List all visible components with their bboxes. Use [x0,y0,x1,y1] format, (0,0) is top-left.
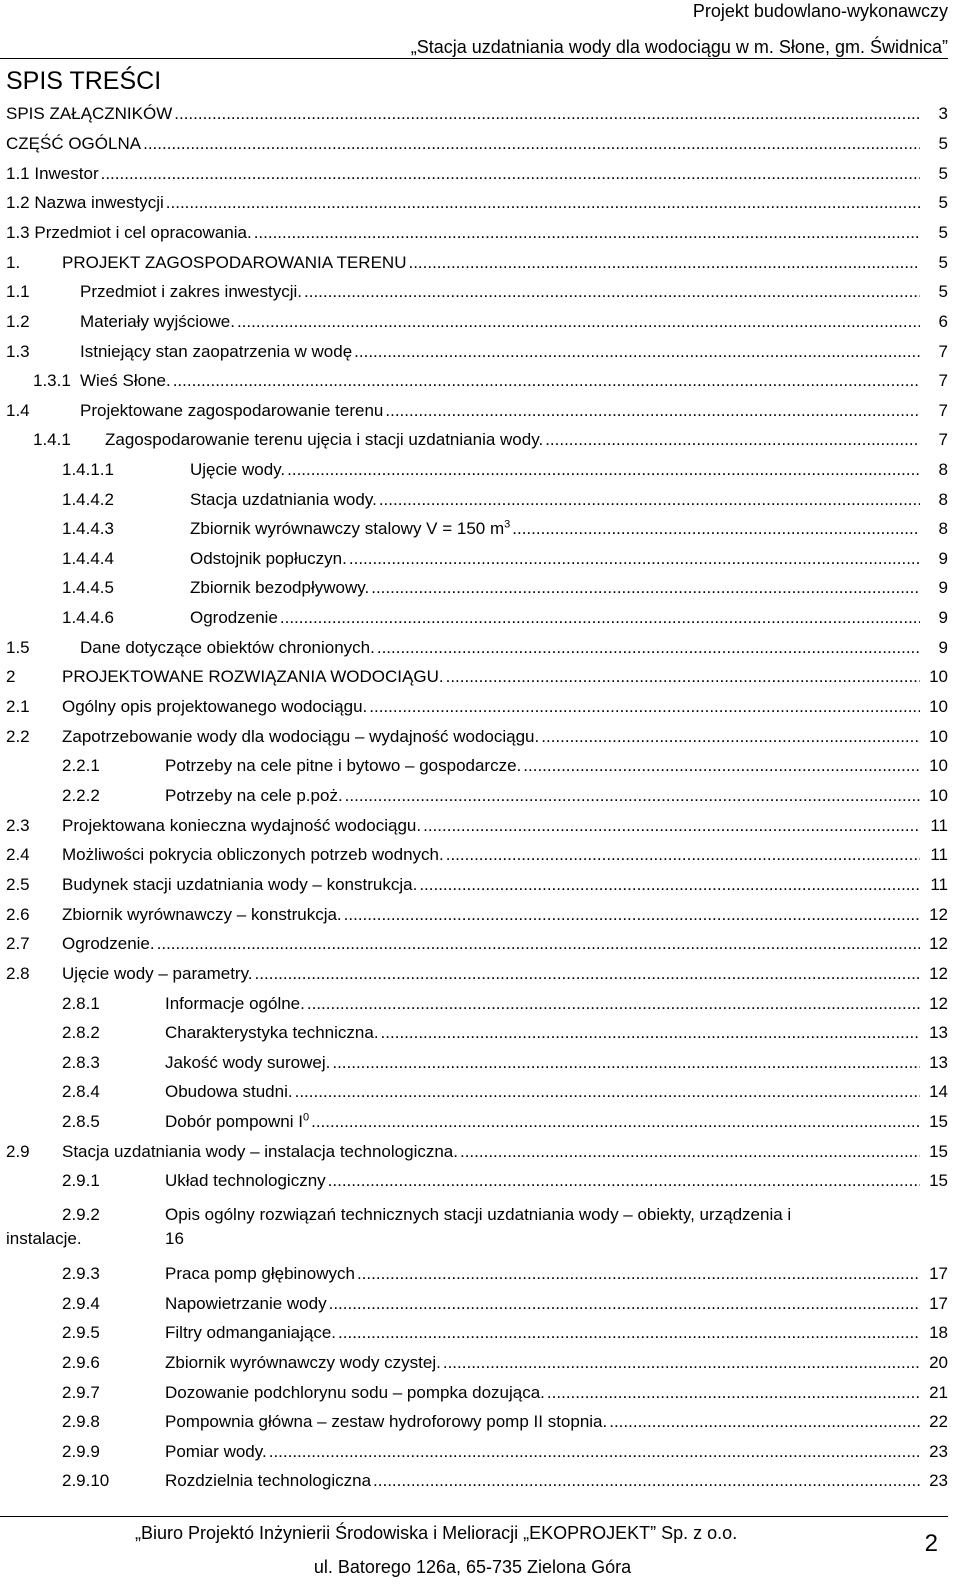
toc-entry-page: 5 [938,132,948,156]
toc-entry-wrapped[interactable] [0,1203,960,1255]
header-line-2: „Stacja uzdatniania wody dla wodociągu w m. Słone, gm. Świdnica” [410,37,948,57]
toc-leader-dots [379,488,920,512]
toc-entry-page: 12 [928,903,948,927]
toc-entry-page: 5 [938,251,948,275]
toc-leader-dots [460,1140,920,1164]
toc-entry-page: 7 [938,369,948,393]
toc-entry-text: Praca pomp głębinowych [165,1264,355,1283]
toc-leader-dots [304,280,920,304]
toc-entry-number: 2.8.4 [62,1082,100,1101]
toc-entry-page: 8 [938,517,948,541]
toc-entry-text-continued: instalacje. [6,1229,82,1248]
toc-entry-page: 11 [929,873,948,897]
footer-company: „Biuro Projektó Inżynierii Środowiska i Melioracji „EKOPROJEKT” Sp. z o.o. [135,1523,738,1543]
toc-entry[interactable] [0,695,960,719]
toc-entry-text: Charakterystyka techniczna. [165,1023,379,1042]
toc-entry-page: 10 [928,665,948,689]
toc-entry[interactable] [0,1292,960,1316]
toc-entry-text: Przedmiot i zakres inwestycji. [80,282,303,301]
toc-entry-number: 1.4.4.5 [62,578,114,597]
toc-entry-page: 10 [928,695,948,719]
toc-entry-text: Zbiornik wyrównawczy wody czystej. [165,1353,441,1372]
toc-leader-dots [446,843,920,867]
toc-entry-number: 2.8.5 [62,1112,100,1131]
toc-entry-page: 10 [928,754,948,778]
toc-entry-text: PROJEKT ZAGOSPODAROWANIA TERENU [62,253,407,272]
toc-entry[interactable] [0,280,960,304]
toc-entry-text: Pompownia główna – zestaw hydroforowy pomp II stopnia. [165,1412,608,1431]
toc-entry-text: Potrzeby na cele pitne i bytowo – gospodarcze. [165,756,522,775]
toc-leader-dots [443,1351,920,1375]
toc-leader-dots [512,517,920,541]
toc-entry[interactable] [0,221,960,245]
toc-entry-number: 1. [6,253,21,272]
toc-entry-number: 2.7 [6,934,30,953]
toc-entry-page: 23 [928,1469,948,1493]
toc-entry-page: 15 [928,1169,948,1193]
toc-entry[interactable] [0,992,960,1016]
toc-entry-number: 2.8 [6,964,30,983]
toc-leader-dots [173,369,920,393]
toc-entry-text: Pomiar wody. [165,1442,267,1461]
toc-entry-number: 2.9.9 [62,1442,100,1461]
toc-entry[interactable] [0,1140,960,1164]
toc-entry[interactable] [0,399,960,423]
toc-entry[interactable] [0,843,960,867]
toc-leader-dots [609,1410,920,1434]
toc-entry-text: PROJEKTOWANE ROZWIĄZANIA WODOCIĄGU. [62,667,444,686]
toc-leader-dots [174,102,920,126]
toc-entry[interactable] [0,1110,960,1134]
toc-entry-text: Stacja uzdatniania wody. [190,490,377,509]
toc-entry-page: 12 [928,992,948,1016]
toc-entry-superscript: 3 [504,518,511,531]
toc-leader-dots [377,636,920,660]
toc-entry[interactable] [0,428,960,452]
footer-rule [0,1516,948,1517]
toc-entry-page: 17 [928,1292,948,1316]
toc-entry-number: 2.8.1 [62,994,100,1013]
toc-leader-dots [369,695,920,719]
toc-entry-page: 18 [928,1321,948,1345]
toc-leader-dots [338,1321,920,1345]
toc-entry-page: 5 [938,162,948,186]
toc-entry-page: 16 [165,1229,184,1248]
toc-entry-text: Dane dotyczące obiektów chronionych. [80,638,375,657]
toc-entry-number: 2.2 [6,727,30,746]
toc-entry-number: 1.2 [6,312,30,331]
toc-entry[interactable] [0,102,960,126]
toc-entry[interactable] [0,903,960,927]
toc-leader-dots [381,1021,920,1045]
toc-entry-text: Ogrodzenie. [62,934,155,953]
toc-entry-number: 1.4.4.4 [62,549,114,568]
toc-entry-text: Ogólny opis projektowanego wodociągu. [62,697,368,716]
toc-entry-text: Dobór pompowni $I^0$ [165,1111,310,1131]
toc-entry-text: Zapotrzebowanie wody dla wodociągu – wydajność wodociągu. [62,727,540,746]
toc-leader-dots [255,962,920,986]
toc-entry-page: 13 [928,1021,948,1045]
toc-entry[interactable] [0,1410,960,1434]
toc-entry-number: 2.9.1 [62,1171,100,1190]
toc-leader-dots [349,547,920,571]
toc-entry-page: 12 [928,932,948,956]
toc-entry-page: 7 [938,399,948,423]
toc-leader-dots [307,992,920,1016]
toc-entry[interactable] [0,814,960,838]
toc-entry-page: 8 [938,458,948,482]
toc-leader-dots [166,191,920,215]
toc-entry-number: 2.9.7 [62,1383,100,1402]
toc-entry[interactable] [0,1440,960,1464]
toc-leader-dots [345,784,920,808]
toc-entry-text: 1.1 Inwestor [6,164,99,183]
toc-entry[interactable] [0,1321,960,1345]
toc-entry-page: 7 [938,428,948,452]
toc-entry-page: 5 [938,221,948,245]
toc-leader-dots [157,932,920,956]
toc-entry-number: 2.9.10 [62,1471,110,1490]
toc-entry-text: Istniejący stan zaopatrzenia w wodę [80,342,353,361]
toc-entry-text: Napowietrzanie wody [165,1294,327,1313]
toc-entry-page: 6 [938,310,948,334]
toc-entry[interactable] [0,132,960,156]
toc-leader-dots [269,1440,920,1464]
toc-entry-page: 15 [928,1140,948,1164]
toc-entry-page: 9 [938,636,948,660]
toc-entry-number: 2.2.1 [62,756,100,775]
toc-entry-text: Wieś Słone. [80,371,171,390]
toc-entry-page: 22 [928,1410,948,1434]
toc-entry-number: 2.1 [6,697,30,716]
toc-entry-page: 5 [938,191,948,215]
toc-leader-dots [385,399,920,423]
page-number: 2 [924,1530,938,1557]
toc-leader-dots [354,340,920,364]
toc-entry-page: 3 [938,102,948,126]
toc-leader-dots [295,1080,920,1104]
toc-entry[interactable] [0,1351,960,1375]
toc-entry[interactable] [0,517,960,541]
toc-leader-dots [373,1469,920,1493]
toc-leader-dots [287,458,920,482]
toc-entry-page: 7 [938,340,948,364]
toc-entry-page: 11 [929,814,948,838]
toc-entry-superscript: 0 [302,1111,310,1124]
toc-entry-number: 2.2.2 [62,786,100,805]
toc-entry[interactable] [0,784,960,808]
header-line-1: Projekt budowlano-wykonawczy [692,1,948,21]
toc-entry[interactable] [0,962,960,986]
toc-entry[interactable] [0,488,960,512]
toc-entry-text: Ogrodzenie [190,608,278,627]
toc-entry-text: Ujęcie wody. [190,460,286,479]
toc-entry-text: Ujęcie wody – parametry. [62,964,253,983]
toc-leader-dots [329,1292,920,1316]
toc-entry-text: Budynek stacji uzdatniania wody – konstrukcja. [62,875,418,894]
toc-entry[interactable] [0,191,960,215]
toc-entry-page: 23 [928,1440,948,1464]
toc-entry-page: 10 [928,725,948,749]
toc-entry-page: 20 [928,1351,948,1375]
toc-entry-number: 2.8.2 [62,1023,100,1042]
toc-entry[interactable] [0,873,960,897]
toc-entry-text: Dozowanie podchlorynu sodu – pompka dozująca. [165,1383,545,1402]
toc-entry-number: 2 [6,667,16,686]
toc-entry[interactable] [0,1051,960,1075]
toc-leader-dots [237,310,920,334]
toc-entry-text: Projektowane zagospodarowanie terenu [80,401,384,420]
toc-entry-text: SPIS ZAŁĄCZNIKÓW [6,104,173,123]
toc-entry-text: 1.2 Nazwa inwestycji [6,193,164,212]
toc-entry-number: 2.8.3 [62,1053,100,1072]
toc-leader-dots [311,1110,920,1134]
toc-entry[interactable] [0,636,960,660]
toc-leader-dots [408,251,920,275]
toc-entry[interactable] [0,251,960,275]
toc-entry[interactable] [0,576,960,600]
toc-entry[interactable] [0,340,960,364]
toc-entry[interactable] [0,458,960,482]
toc-entry-text: Zbiornik bezodpływowy. [190,578,370,597]
toc-leader-dots [423,814,920,838]
toc-entry-page: 21 [928,1381,948,1405]
toc-entry-number: 2.9.3 [62,1264,100,1283]
toc-entry-text: Potrzeby na cele p.poż. [165,786,343,805]
toc-entry-number: 1.3 [6,342,30,361]
toc-entry[interactable] [0,369,960,393]
toc-entry-page: 10 [928,784,948,808]
toc-entry[interactable] [0,310,960,334]
toc-entry-number: 2.4 [6,845,30,864]
toc-entry-page: 17 [928,1262,948,1286]
toc-leader-dots [541,725,920,749]
toc-entry[interactable] [0,1262,960,1286]
toc-entry-page: 15 [928,1110,948,1134]
toc-entry-number: 2.9.4 [62,1294,100,1313]
toc-entry-number: 2.9 [6,1142,30,1161]
toc-entry-number: 1.3.1 [33,371,71,390]
toc-entry-text: Filtry odmanganiające. [165,1323,337,1342]
toc-entry[interactable] [0,606,960,630]
toc-entry-number: 1.5 [6,638,30,657]
toc-entry-number: 1.4.4.6 [62,608,114,627]
toc-entry-text: Zbiornik wyrównawczy – konstrukcja. [62,905,342,924]
toc-entry-number: 2.9.5 [62,1323,100,1342]
toc-entry-number: 1.1 [6,282,30,301]
toc-leader-dots [280,606,920,630]
toc-leader-dots [523,754,920,778]
toc-entry-number: 1.4.4.2 [62,490,114,509]
toc-entry-page: 5 [938,280,948,304]
header-rule [0,58,948,59]
toc-entry-text: Układ technologiczny [165,1171,326,1190]
footer-address: ul. Batorego 126a, 65-735 Zielona Góra [313,1557,632,1577]
toc-leader-dots [446,665,920,689]
toc-entry-number: 2.9.2 [62,1205,100,1224]
toc-entry-page: 12 [928,962,948,986]
toc-leader-dots [344,903,920,927]
toc-entry[interactable] [0,1169,960,1193]
toc-entry-text: Zagospodarowanie terenu ujęcia i stacji uzdatniania wody. [105,430,544,449]
toc-entry[interactable] [0,1080,960,1104]
toc-leader-dots [547,1381,920,1405]
toc-entry[interactable] [0,547,960,571]
toc-entry-text: Możliwości pokrycia obliczonych potrzeb wodnych. [62,845,444,864]
toc-entry-number: 2.5 [6,875,30,894]
toc-leader-dots [101,162,920,186]
toc-entry-text: Jakość wody surowej. [165,1053,331,1072]
toc-entry-number: 2.9.8 [62,1412,100,1431]
toc-leader-dots [371,576,920,600]
toc-entry-page: 9 [938,606,948,630]
toc-leader-dots [357,1262,920,1286]
toc-entry-number: 1.4.1 [33,430,71,449]
toc-entry-page: 9 [938,547,948,571]
toc-entry-text: Opis ogólny rozwiązań technicznych stacji uzdatniania wody – obiekty, urządzenia i [165,1205,792,1224]
toc-entry-text: Odstojnik popłuczyn. [190,549,347,568]
toc-leader-dots [332,1051,920,1075]
toc-title: SPIS TREŚCI [6,67,162,95]
toc-entry[interactable] [0,665,960,689]
toc-entry-number: 2.6 [6,905,30,924]
toc-entry-page: 11 [929,843,948,867]
toc-entry[interactable] [0,725,960,749]
toc-entry-text: Obudowa studni. [165,1082,293,1101]
toc-leader-dots [328,1169,920,1193]
toc-leader-dots [545,428,920,452]
toc-entry[interactable] [0,1381,960,1405]
toc-entry-page: 13 [928,1051,948,1075]
toc-entry-text: Stacja uzdatniania wody – instalacja technologiczna. [62,1142,458,1161]
toc-leader-dots [254,221,920,245]
toc-entry-text: Zbiornik wyrównawczy stalowy V = 150 $m^3$ [190,518,511,538]
toc-entry-page: 14 [928,1080,948,1104]
toc-leader-dots [419,873,920,897]
toc-entry-text: Projektowana konieczna wydajność wodociągu. [62,816,422,835]
toc-entry-number: 1.4.4.3 [62,519,114,538]
toc-entry[interactable] [0,1021,960,1045]
toc-entry-number: 1.4 [6,401,30,420]
toc-entry[interactable] [0,1469,960,1493]
toc-entry-text: Rozdzielnia technologiczna [165,1471,372,1490]
toc-entry-text: CZĘŚĆ OGÓLNA [6,134,142,153]
toc-leader-dots [143,132,920,156]
toc-entry-number: 2.9.6 [62,1353,100,1372]
toc-entry-text: 1.3 Przedmiot i cel opracowania. [6,223,252,242]
toc-entry-page: 8 [938,488,948,512]
toc-entry-number: 2.3 [6,816,30,835]
toc-entry[interactable] [0,932,960,956]
toc-entry-page: 9 [938,576,948,600]
toc-entry[interactable] [0,162,960,186]
toc-entry[interactable] [0,754,960,778]
toc-entry-number: 1.4.1.1 [62,460,114,479]
toc-entry-text: Materiały wyjściowe. [80,312,235,331]
toc-entry-text: Informacje ogólne. [165,994,305,1013]
